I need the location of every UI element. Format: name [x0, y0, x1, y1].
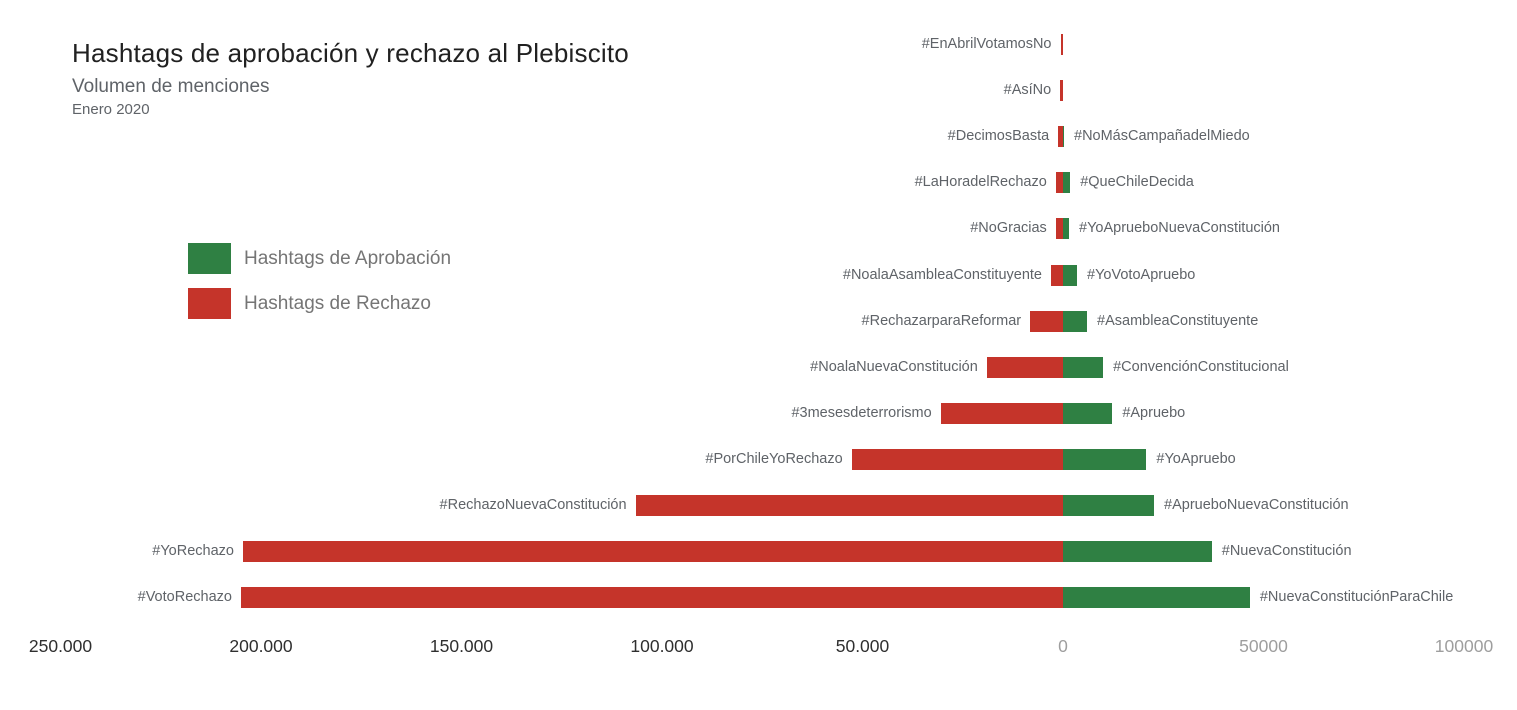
- apruebo-bar-segment: [1063, 449, 1146, 470]
- apruebo-hashtag-label: #QueChileDecida: [1080, 174, 1194, 191]
- axis-tick-label: 100.000: [630, 636, 694, 656]
- apruebo-bar-segment: [1063, 218, 1069, 239]
- rechazo-bar-segment: [1056, 172, 1063, 193]
- rechazo-hashtag-label: #AsíNo: [1003, 82, 1052, 99]
- rechazo-bar-segment: [241, 587, 1063, 608]
- rechazo-hashtag-label: #PorChileYoRechazo: [705, 450, 843, 467]
- rechazo-bar-segment: [1056, 218, 1063, 239]
- apruebo-hashtag-label: #NuevaConstituciónParaChile: [1259, 589, 1454, 606]
- rechazo-bar-segment: [852, 449, 1063, 470]
- axis-tick-label: 200.000: [229, 636, 293, 656]
- legend-label: Hashtags de Aprobación: [244, 247, 452, 269]
- rechazo-hashtag-label: #RechazarparaReformar: [861, 312, 1022, 329]
- apruebo-hashtag-label: #NoMásCampañadelMiedo: [1074, 128, 1250, 145]
- apruebo-hashtag-label: #AsambleaConstituyente: [1097, 312, 1259, 329]
- apruebo-hashtag-label: #YoVotoApruebo: [1087, 266, 1196, 283]
- apruebo-hashtag-label: #ConvenciónConstitucional: [1113, 358, 1289, 375]
- rechazo-bar-segment: [1061, 34, 1064, 55]
- axis-tick-label: 150.000: [429, 636, 494, 656]
- apruebo-hashtag-label: #NuevaConstitución: [1221, 543, 1352, 560]
- apruebo-hashtag-label: #YoAprueboNuevaConstitución: [1079, 220, 1280, 237]
- axis-tick-label: 0: [1058, 636, 1068, 656]
- rechazo-bar-segment: [243, 541, 1063, 562]
- rechazo-hashtag-label: #RechazoNuevaConstitución: [439, 497, 627, 513]
- rechazo-bar-segment: [941, 403, 1063, 424]
- apruebo-bar-segment: [1063, 265, 1077, 286]
- rechazo-bar-segment: [1060, 80, 1063, 101]
- apruebo-bar-segment: [1063, 126, 1064, 147]
- rechazo-hashtag-label: #NoGracias: [970, 220, 1047, 237]
- rechazo-hashtag-label: #LaHoradelRechazo: [914, 174, 1047, 191]
- apruebo-hashtag-label: #YoApruebo: [1156, 450, 1236, 467]
- rechazo-bar-segment: [987, 357, 1063, 378]
- apruebo-bar-segment: [1063, 495, 1154, 516]
- rechazo-hashtag-label: #3mesesdeterrorismo: [791, 404, 932, 421]
- apruebo-hashtag-label: #Apruebo: [1122, 404, 1186, 421]
- rechazo-hashtag-label: #NoalaAsambleaConstituyente: [842, 266, 1042, 283]
- apruebo-bar-segment: [1063, 357, 1103, 378]
- rechazo-bar-segment: [1030, 311, 1063, 332]
- rechazo-hashtag-label: #NoalaNuevaConstitución: [810, 358, 978, 375]
- rechazo-hashtag-label: #VotoRechazo: [137, 589, 232, 606]
- axis-tick-label: 50.000: [835, 636, 890, 656]
- x-axis: [0, 636, 1517, 660]
- axis-tick-label: 50000: [1239, 636, 1288, 656]
- chart-title: Hashtags de aprobación y rechazo al Plebiscito: [72, 38, 629, 68]
- chart-subtitle: Volumen de menciones: [72, 76, 270, 97]
- axis-tick-label: 250.000: [28, 636, 93, 656]
- rechazo-bar-segment: [1051, 265, 1063, 286]
- rechazo-hashtag-label: #DecimosBasta: [947, 128, 1050, 145]
- legend-label: Hashtags de Rechazo: [244, 292, 431, 314]
- rechazo-hashtag-label: #EnAbrilVotamosNo: [921, 36, 1052, 52]
- rechazo-hashtag-label: #YoRechazo: [152, 543, 234, 560]
- apruebo-bar-segment: [1063, 541, 1212, 562]
- apruebo-bar-segment: [1063, 311, 1087, 332]
- apruebo-bar-segment: [1063, 403, 1112, 424]
- chart-date: Enero 2020: [72, 101, 150, 118]
- apruebo-hashtag-label: #AprueboNuevaConstitución: [1164, 497, 1349, 513]
- apruebo-bar-segment: [1063, 172, 1070, 193]
- rechazo-bar-segment: [636, 495, 1063, 516]
- axis-tick-label: 100000: [1434, 636, 1494, 656]
- apruebo-bar-segment: [1063, 587, 1250, 608]
